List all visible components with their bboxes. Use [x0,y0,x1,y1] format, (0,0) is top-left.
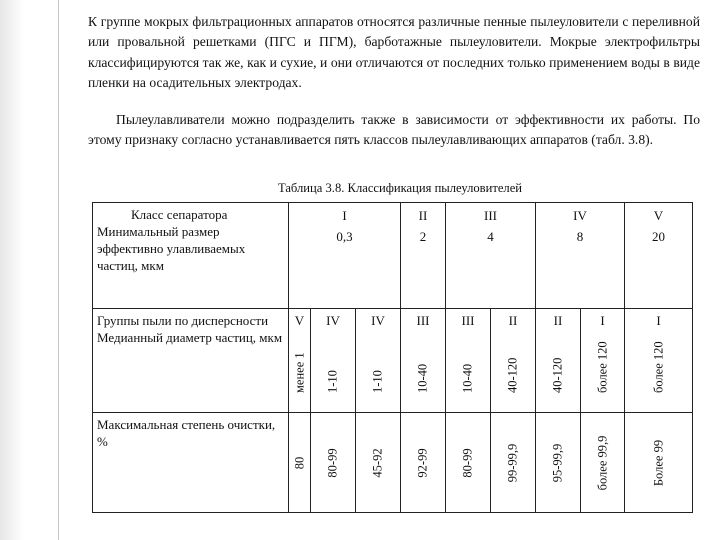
efficiency-cell [491,413,536,513]
efficiency-cell [536,413,581,513]
efficiency-value: 99-99,9 [505,443,520,482]
median-value: более 120 [651,341,665,393]
class-min-size: 2 [419,229,427,244]
group-median-cell [581,309,625,413]
page-edge-shadow [0,0,24,540]
dust-group: IV [326,313,340,328]
class-cell [401,203,446,309]
efficiency-value: 45-92 [370,447,385,478]
median-value: менее 1 [292,352,306,393]
group-median-cell [491,309,536,413]
dust-group: II [508,313,518,328]
efficiency-cell [356,413,401,513]
efficiency-row [93,413,693,513]
efficiency-value: 92-99 [415,447,430,478]
group-median-cell [446,309,491,413]
class-label-cell [93,203,289,309]
class-numeral: III [484,208,497,223]
median-value: 10-40 [415,363,430,393]
efficiency-value: 80 [292,456,306,469]
dust-group: IV [371,313,385,328]
intro-paragraph-1: К группе мокрых фильтрационных аппаратов относятся различные пенные пылеуловители с переливной или провальной решетками (ПГС и ПГМ), барботажные пылеуловители. Мокрые электрофильтры классифицируются так же, как и сухие, и они отличаются от последних только применением воды в виде пленки на осадительных электродах. [88,14,700,91]
group-median-cell [401,309,446,413]
min-size-label: Минимальный размер эффективно улавливаемых частиц, мкм [97,224,246,273]
class-min-size: 4 [487,229,494,244]
class-numeral: I [342,208,347,223]
efficiency-cell [289,413,311,513]
margin-rule [58,0,59,540]
median-value: 10-40 [460,363,475,393]
classification-table [92,202,693,513]
separator-class-label: Класс сепаратора [131,207,228,222]
dust-group: I [656,313,661,328]
class-numeral: II [418,208,428,223]
table-caption: Таблица 3.8. Классификация пылеуловителей [277,181,523,195]
efficiency-cell [311,413,356,513]
class-numeral: V [653,208,664,223]
efficiency-cell [581,413,625,513]
class-min-size: 0,3 [336,229,353,244]
class-cell [289,203,401,309]
class-cell [446,203,536,309]
efficiency-cell [401,413,446,513]
efficiency-value: Более 99 [651,439,665,486]
group-median-cell [625,309,693,413]
class-row [93,203,693,309]
class-cell [625,203,693,309]
efficiency-value: 80-99 [460,447,475,478]
dust-groups-label: Группы пыли по дисперсности [97,313,269,328]
median-value: 1-10 [325,370,340,393]
intro-paragraph-2: Пылеулавливатели можно подразделить также в зависимости от эффективности их работы. По этому признаку согласно устанавливается пять классов пылеулавливающих аппаратов (табл. 3.8). [88,112,700,148]
dust-group: I [600,313,605,328]
group-median-cell [536,309,581,413]
dust-group: III [461,313,475,328]
group-median-cell [289,309,311,413]
efficiency-label-cell [93,413,289,513]
median-value: 1-10 [370,370,385,393]
dust-group: V [294,313,305,328]
class-min-size: 8 [576,229,584,244]
class-numeral: IV [573,208,587,223]
group-median-cell [356,309,401,413]
median-label: Медианный диаметр частиц, мкм [97,330,283,345]
median-row [93,309,693,413]
efficiency-value: 95-99,9 [550,443,565,482]
groups-label-cell [93,309,289,413]
efficiency-value: 80-99 [325,447,340,478]
median-value: 40-120 [505,357,520,393]
median-value: 40-120 [550,357,565,393]
dust-group: II [553,313,563,328]
efficiency-cell [625,413,693,513]
class-cell [536,203,625,309]
dust-group: III [416,313,430,328]
efficiency-cell [446,413,491,513]
median-value: более 120 [595,341,609,393]
efficiency-value: более 99,9 [595,435,609,490]
max-efficiency-label: Максимальная степень очистки, % [97,417,276,449]
class-min-size: 20 [652,229,665,244]
group-median-cell [311,309,356,413]
